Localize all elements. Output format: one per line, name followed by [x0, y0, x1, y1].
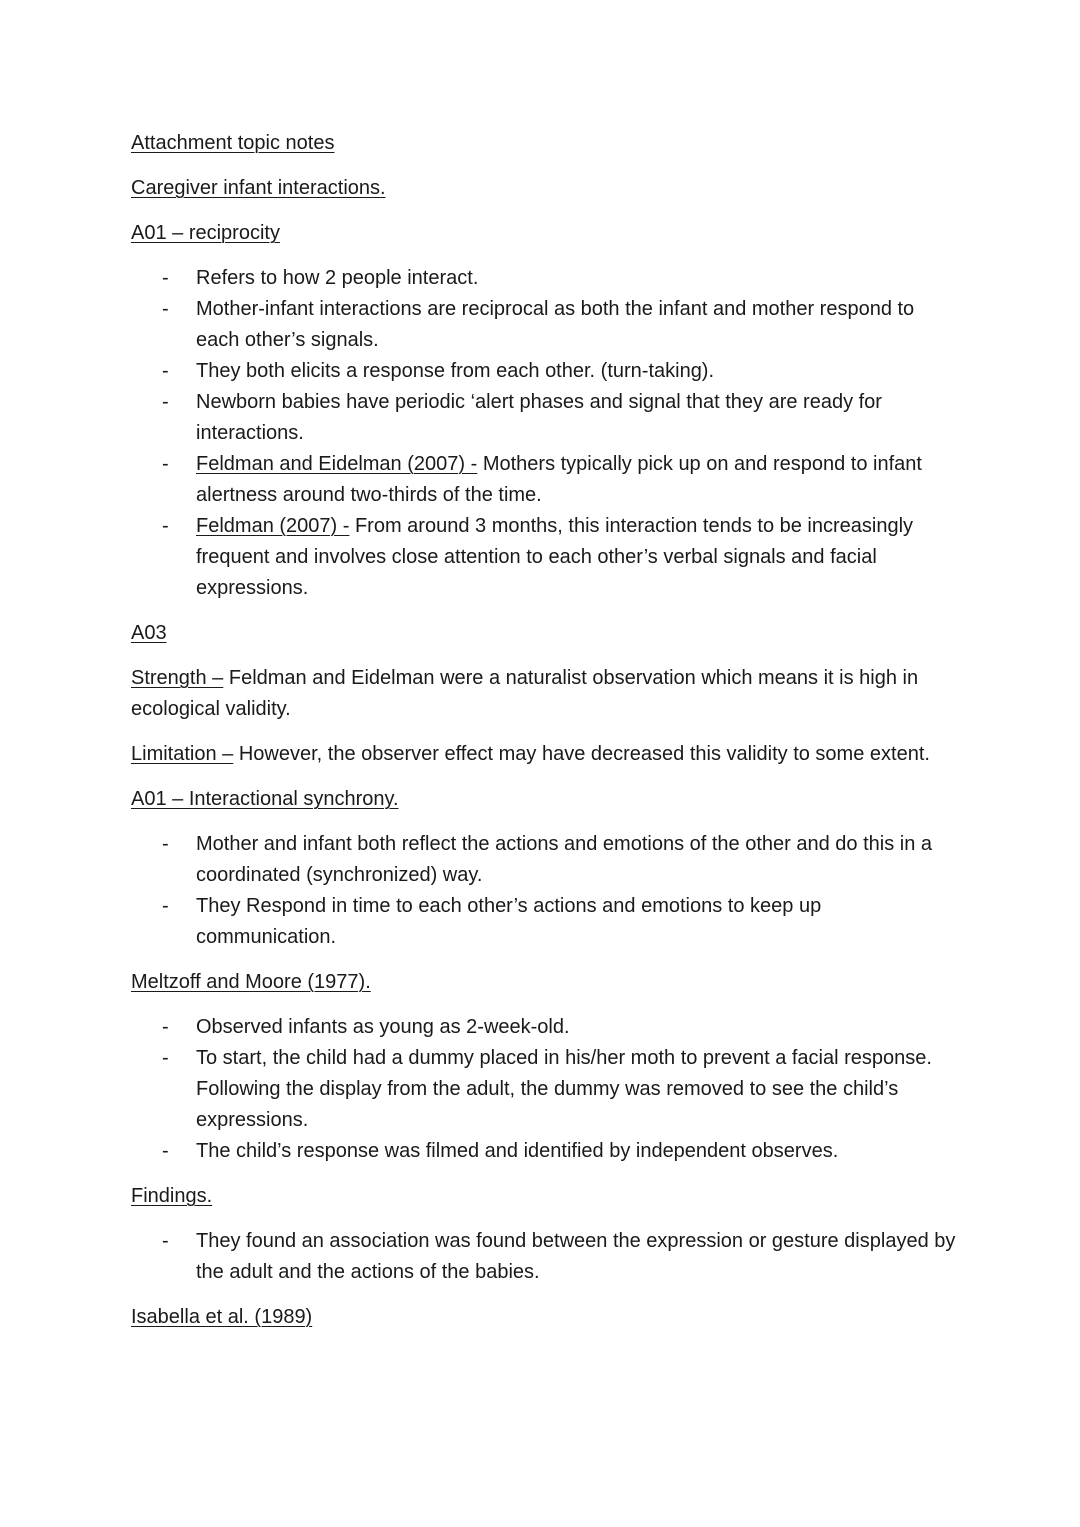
meltzoff-moore-heading: Meltzoff and Moore (1977).: [131, 971, 371, 993]
isabella-heading: Isabella et al. (1989): [131, 1306, 313, 1328]
list-item: - The child’s response was filmed and identified by independent observes.: [131, 1136, 961, 1167]
strength-label: Strength –: [131, 667, 224, 689]
limitation-paragraph: Limitation – However, the observer effect may have decreased this validity to some extent.: [131, 743, 930, 765]
list-item: - They found an association was found between the expression or gesture displayed by the adult and the actions of the babies.: [131, 1226, 961, 1288]
findings-heading: Findings.: [131, 1185, 213, 1207]
list-item: - Mother-infant interactions are reciprocal as both the infant and mother respond to each other’s signals.: [131, 294, 961, 356]
document-page: [131, 128, 961, 1347]
findings-bullet-list: [131, 1226, 961, 1288]
document-title: Attachment topic notes: [131, 132, 335, 154]
list-item: - Newborn babies have periodic ‘alert phases and signal that they are ready for interactions.: [131, 387, 961, 449]
reciprocity-bullet-list: [131, 263, 961, 604]
list-item: - To start, the child had a dummy placed in his/her moth to prevent a facial response. Following the display from the adult, the dummy was removed to see the child’s expressions.: [131, 1043, 961, 1136]
list-item: - Feldman (2007) - From around 3 months, this interaction tends to be increasingly frequent and involves close attention to each other’s verbal signals and facial expressions.: [131, 511, 961, 604]
list-item: - Mother and infant both reflect the actions and emotions of the other and do this in a coordinated (synchronized) way.: [131, 829, 961, 891]
section-heading-caregiver-infant: Caregiver infant interactions.: [131, 177, 386, 199]
list-item: - Refers to how 2 people interact.: [131, 263, 961, 294]
list-item: - Feldman and Eidelman (2007) - Mothers typically pick up on and respond to infant alertness around two-thirds of the time.: [131, 449, 961, 511]
subheading-reciprocity: A01 – reciprocity: [131, 222, 280, 244]
citation-feldman: Feldman (2007) -: [196, 515, 350, 537]
strength-paragraph: Strength – Feldman and Eidelman were a naturalist observation which means it is high in ecological validity.: [131, 667, 919, 720]
list-item: - They Respond in time to each other’s actions and emotions to keep up communication.: [131, 891, 961, 953]
list-item: - They both elicits a response from each other. (turn-taking).: [131, 356, 961, 387]
subheading-interactional-synchrony: A01 – Interactional synchrony.: [131, 788, 399, 810]
meltzoff-bullet-list: [131, 1012, 961, 1167]
list-item: - Observed infants as young as 2-week-old.: [131, 1012, 961, 1043]
citation-feldman-eidelman: Feldman and Eidelman (2007) -: [196, 453, 478, 475]
ao3-heading: A03: [131, 622, 167, 644]
synchrony-bullet-list: [131, 829, 961, 953]
limitation-label: Limitation –: [131, 743, 234, 765]
